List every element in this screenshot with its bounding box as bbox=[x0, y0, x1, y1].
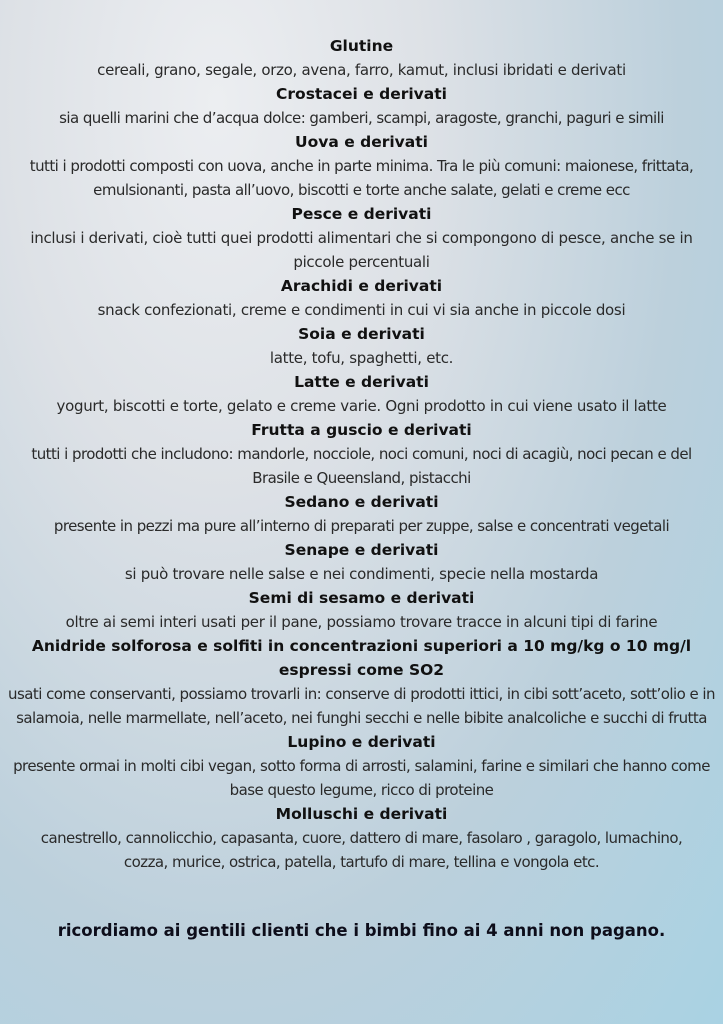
allergen-soy bbox=[0, 322, 723, 370]
allergen-description: snack confezionati, creme e condimenti in cui vi sia anche in piccole dosi bbox=[97, 301, 626, 319]
allergen-description: canestrello, cannolicchio, capasanta, cuore, dattero di mare, fasolaro , garagolo, lumachino, cozza, murice, ostrica, patella, tartufo di mare, tellina e vongola etc. bbox=[40, 829, 683, 871]
allergen-title: Semi di sesamo e derivati bbox=[248, 589, 475, 607]
allergen-description: oltre ai semi interi usati per il pane, possiamo trovare tracce in alcuni tipi di farine bbox=[65, 613, 658, 631]
allergen-title: Senape e derivati bbox=[284, 541, 439, 559]
allergen-title: Glutine bbox=[329, 37, 394, 55]
allergen-nuts bbox=[0, 418, 723, 490]
allergen-title: Uova e derivati bbox=[295, 133, 428, 151]
allergen-description: cereali, grano, segale, orzo, avena, farro, kamut, inclusi ibridati e derivati bbox=[97, 61, 626, 79]
allergen-mustard bbox=[0, 538, 723, 586]
allergen-title: Latte e derivati bbox=[294, 373, 429, 391]
allergen-eggs bbox=[0, 130, 723, 202]
allergen-title: Frutta a guscio e derivati bbox=[251, 421, 472, 439]
allergen-celery bbox=[0, 490, 723, 538]
allergen-lupin bbox=[0, 730, 723, 802]
allergen-title: Crostacei e derivati bbox=[276, 85, 447, 103]
allergen-peanuts bbox=[0, 274, 723, 322]
allergen-description: tutti i prodotti che includono: mandorle, nocciole, noci comuni, noci di acagiù, noci pecan e del Brasile e Queensland, pistacchi bbox=[31, 445, 692, 487]
allergen-title: Anidride solforosa e solfiti in concentrazioni superiori a 10 mg/kg o 10 mg/l espressi come SO2 bbox=[31, 637, 692, 679]
allergen-description: presente in pezzi ma pure all’interno di preparati per zuppe, salse e concentrati vegetali bbox=[53, 517, 670, 535]
allergen-description: tutti i prodotti composti con uova, anche in parte minima. Tra le più comuni: maionese, frittata, emulsionanti, pasta all’uovo, biscotti e torte anche salate, gelati e creme ecc bbox=[29, 157, 694, 199]
allergen-description: presente ormai in molti cibi vegan, sotto forma di arrosti, salamini, farine e similari che hanno come base questo legume, ricco di proteine bbox=[13, 757, 710, 799]
allergen-fish bbox=[0, 202, 723, 274]
allergen-crustaceans bbox=[0, 82, 723, 130]
allergen-title: Lupino e derivati bbox=[287, 733, 436, 751]
allergen-title: Soia e derivati bbox=[298, 325, 425, 343]
allergen-milk bbox=[0, 370, 723, 418]
allergen-title: Molluschi e derivati bbox=[275, 805, 448, 823]
allergen-gluten bbox=[0, 34, 723, 82]
allergen-title: Sedano e derivati bbox=[284, 493, 439, 511]
allergen-list bbox=[0, 34, 723, 874]
allergen-description: sia quelli marini che d’acqua dolce: gamberi, scampi, aragoste, granchi, paguri e simili bbox=[59, 109, 664, 127]
footer-note: ricordiamo ai gentili clienti che i bimbi fino ai 4 anni non pagano. bbox=[57, 921, 666, 940]
allergen-sulphites bbox=[0, 634, 723, 730]
allergen-description: usati come conservanti, possiamo trovarli in: conserve di prodotti ittici, in cibi sott’aceto, sott’olio e in salamoia, nelle marmellate, nell’aceto, nei funghi secchi e nelle bibite analcoliche e succhi di frutta bbox=[8, 685, 715, 727]
allergen-molluscs bbox=[0, 802, 723, 874]
allergen-description: latte, tofu, spaghetti, etc. bbox=[269, 349, 454, 367]
allergen-title: Arachidi e derivati bbox=[280, 277, 443, 295]
allergen-description: inclusi i derivati, cioè tutti quei prodotti alimentari che si compongono di pesce, anche se in piccole percentuali bbox=[30, 229, 693, 271]
allergen-title: Pesce e derivati bbox=[291, 205, 432, 223]
allergen-sesame bbox=[0, 586, 723, 634]
allergen-description: yogurt, biscotti e torte, gelato e creme varie. Ogni prodotto in cui viene usato il latte bbox=[56, 397, 667, 415]
allergen-description: si può trovare nelle salse e nei condimenti, specie nella mostarda bbox=[124, 565, 599, 583]
